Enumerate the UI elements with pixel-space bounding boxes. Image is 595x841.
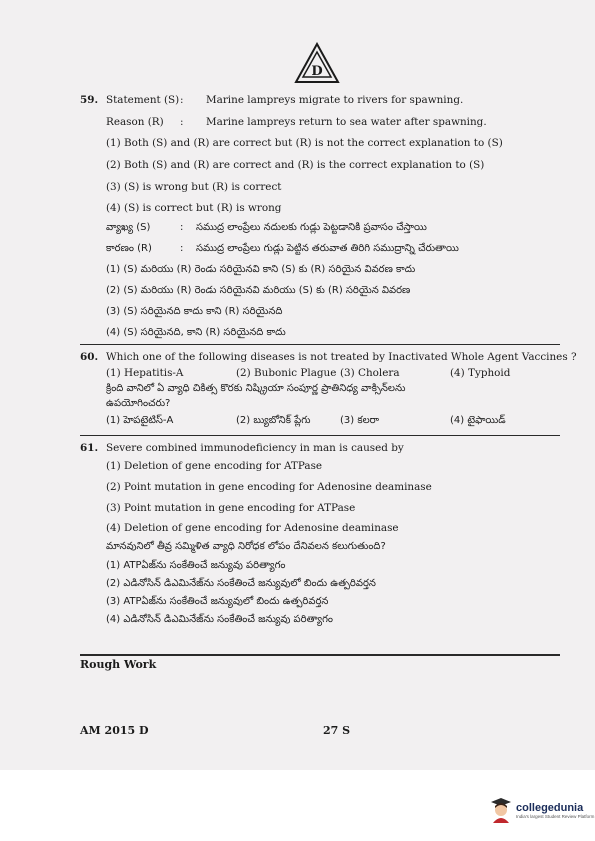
option: (4) Typhoid <box>450 367 511 379</box>
question-number: 61. <box>80 442 99 454</box>
option-te: (4) టైఫాయిడ్ <box>450 415 506 426</box>
question-text-te: క్రింది వానిలో ఏ వ్యాధి చికిత్స కొరకు నిష్క్రియా సంపూర్ణ ప్రాతినిధ్య వాక్సిన్‌లను <box>106 383 406 394</box>
statement-label: Statement (S) <box>106 94 180 106</box>
paper-code: AM 2015 D <box>80 724 149 737</box>
option-te: (3) (S) సరియైనది కాదు కాని (R) సరియైనది <box>106 306 283 317</box>
page-number: 27 S <box>323 724 351 737</box>
option: (4) Deletion of gene encoding for Adenosine deaminase <box>106 522 399 534</box>
option-te: (1) ATPఏజ్‌ను సంకేతించే జన్యువు పరిత్యాగం <box>106 560 286 571</box>
rough-work-label: Rough Work <box>80 658 157 671</box>
option: (3) Point mutation in gene encoding for ATPase <box>106 502 356 514</box>
option-te: (4) (S) సరియైనది, కాని (R) సరియైనది కాదు <box>106 327 286 338</box>
option: (4) (S) is correct but (R) is wrong <box>106 202 282 214</box>
reason-text: Marine lampreys return to sea water after spawning. <box>206 116 487 128</box>
statement-text-te: సముద్ర లాంప్రేలు నదులకు గుడ్లు పెట్టడానికి ప్రవాసం చేస్తాయి <box>196 222 427 233</box>
option-te: (1) హెపటైటిస్-A <box>106 415 174 426</box>
question-text-te: మానవునిలో తీవ్ర సమ్మిళిత వ్యాధి నిరోధక లోపం దేనివలన కలుగుతుంది? <box>106 541 386 552</box>
question-number: 60. <box>80 351 99 363</box>
graduate-icon <box>490 797 512 823</box>
collegedunia-logo <box>490 797 594 823</box>
option-te: (2) ఎడినోసిన్ డిఎమినేజ్‌ను సంకేతించే జన్యువులో బిందు ఉత్పరివర్తన <box>106 578 376 589</box>
reason-text-te: సముద్ర లాంప్రేలు గుడ్లు పెట్టిన తరువాత తిరిగి సముద్రాన్ని చేరుతాయి <box>196 243 459 254</box>
logo-tagline: India's largest Student Review Platform <box>516 813 595 819</box>
logo-name: collegedunia <box>516 801 584 814</box>
option-te: (2) (S) మరియు (R) రెండు సరియైనవి మరియు (S) కు (R) సరియైన వివరణ <box>106 285 411 296</box>
divider <box>80 654 560 656</box>
option: (1) Hepatitis-A <box>106 367 184 379</box>
option-te: (2) బ్యుబోనిక్ ప్లేగు <box>236 415 311 426</box>
question-number: 59. <box>80 94 99 106</box>
option: (3) Cholera <box>340 367 400 379</box>
divider <box>80 435 560 436</box>
reason-label: Reason (R) <box>106 116 164 128</box>
option-te: (3) కలరా <box>340 415 380 426</box>
question-text: Severe combined immunodeficiency in man is caused by <box>106 442 404 454</box>
question-text-te: ఉపయోగించరు? <box>106 398 171 409</box>
option: (1) Both (S) and (R) are correct but (R) is not the correct explanation to (S) <box>106 137 503 149</box>
option: (1) Deletion of gene encoding for ATPase <box>106 460 323 472</box>
question-text: Which one of the following diseases is not treated by Inactivated Whole Agent Vaccines ? <box>106 351 577 363</box>
divider <box>80 344 560 345</box>
option: (2) Bubonic Plague <box>236 367 337 379</box>
set-letter: D <box>311 64 323 79</box>
option: (2) Point mutation in gene encoding for Adenosine deaminase <box>106 481 432 493</box>
reason-label-te: కారణం (R) <box>106 243 152 254</box>
set-triangle-icon <box>294 42 340 84</box>
option: (3) (S) is wrong but (R) is correct <box>106 181 282 193</box>
option-te: (4) ఎడినోసిన్ డిఎమినేజ్‌ను సంకేతించే జన్యువు పరిత్యాగం <box>106 614 333 625</box>
option: (2) Both (S) and (R) are correct and (R) is the correct explanation to (S) <box>106 159 485 171</box>
option-te: (3) ATPఏజ్‌ను సంకేతించే జన్యువులో బిందు ఉత్పరివర్తన <box>106 596 329 607</box>
option-te: (1) (S) మరియు (R) రెండు సరియైనవి కాని (S) కు (R) సరియైన వివరణ కాదు <box>106 264 416 275</box>
statement-text: Marine lampreys migrate to rivers for spawning. <box>206 94 464 106</box>
statement-label-te: వ్యాఖ్య (S) <box>106 222 151 233</box>
